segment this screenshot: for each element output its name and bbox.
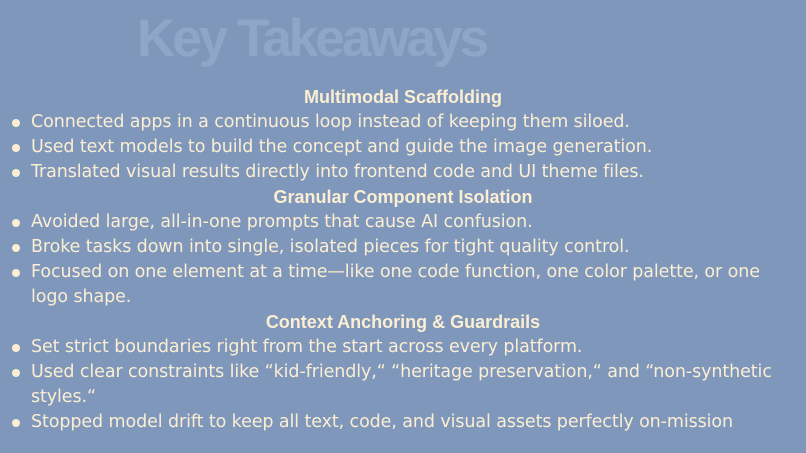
bullet-dot-icon <box>12 269 20 277</box>
bullet-text: Used text models to build the concept and guide the image generation. <box>31 137 653 157</box>
slide-title: Key Takeaways <box>137 9 486 68</box>
bullet-list-context-anchoring <box>0 335 806 435</box>
bullet-dot-icon <box>12 219 20 227</box>
bullet-item <box>0 335 806 360</box>
bullet-item <box>0 160 806 185</box>
bullet-item <box>0 210 806 235</box>
bullet-text: Broke tasks down into single, isolated pieces for tight quality control. <box>31 237 630 257</box>
bullet-dot-icon <box>12 244 20 252</box>
takeaways-content <box>0 85 806 435</box>
bullet-text: Focused on one element at a time—like one code function, one color palette, or one logo shape. <box>31 262 760 307</box>
bullet-list-granular-component-isolation <box>0 210 806 310</box>
bullet-dot-icon <box>12 369 20 377</box>
bullet-text: Translated visual results directly into frontend code and UI theme files. <box>31 162 644 182</box>
bullet-dot-icon <box>12 144 20 152</box>
bullet-dot-icon <box>12 419 20 427</box>
bullet-item <box>0 410 806 435</box>
bullet-text: Set strict boundaries right from the start across every platform. <box>31 337 583 357</box>
bullet-item <box>0 360 806 410</box>
bullet-list-multimodal-scaffolding <box>0 110 806 185</box>
bullet-dot-icon <box>12 169 20 177</box>
bullet-text: Avoided large, all-in-one prompts that cause AI confusion. <box>31 212 533 232</box>
bullet-text: Connected apps in a continuous loop instead of keeping them siloed. <box>31 112 630 132</box>
bullet-dot-icon <box>12 344 20 352</box>
bullet-text: Used clear constraints like “kid-friendly,“ “heritage preservation,“ and “non-synthetic styles.“ <box>31 362 772 407</box>
section-heading-context-anchoring: Context Anchoring & Guardrails <box>265 312 541 332</box>
section-heading-multimodal-scaffolding: Multimodal Scaffolding <box>304 87 502 107</box>
bullet-item <box>0 260 806 310</box>
bullet-item <box>0 110 806 135</box>
bullet-item <box>0 235 806 260</box>
bullet-text: Stopped model drift to keep all text, code, and visual assets perfectly on-mission <box>31 412 733 432</box>
bullet-item <box>0 135 806 160</box>
section-heading-granular-component-isolation: Granular Component Isolation <box>273 187 533 207</box>
bullet-dot-icon <box>12 119 20 127</box>
